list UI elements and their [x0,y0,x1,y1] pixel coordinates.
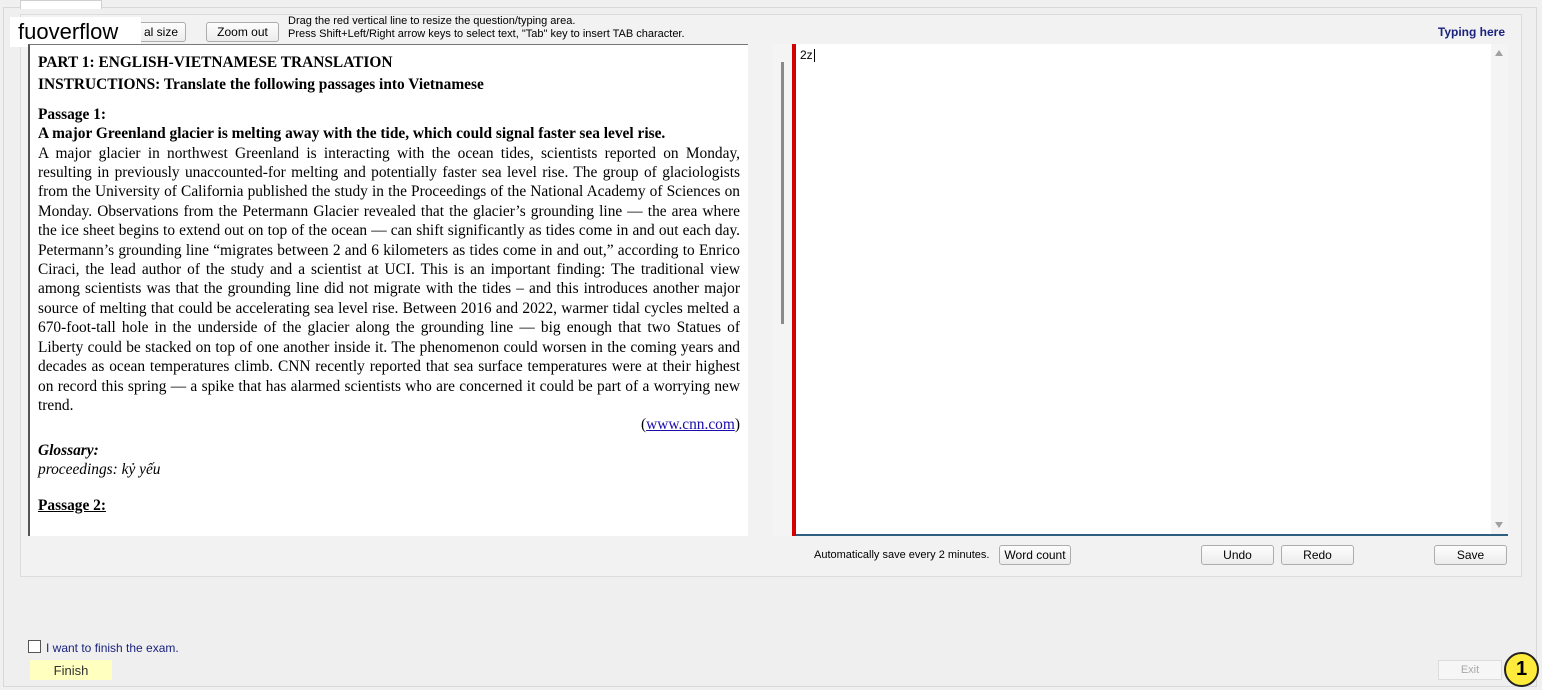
passage1-headline: A major Greenland glacier is melting away with the tide, which could signal faster sea level rise. [38,125,666,143]
glossary-item: proceedings: kỷ yếu [38,461,161,479]
typed-text: 2z [800,48,813,62]
question-content [30,45,748,515]
save-button[interactable]: Save [1434,545,1507,565]
source-link[interactable]: www.cnn.com [646,416,735,434]
typing-here-label: Typing here [1437,25,1505,39]
passage2-label: Passage 2: [38,496,106,514]
keyboard-hint: Press Shift+Left/Right arrow keys to select text, "Tab" key to insert TAB character. [288,28,685,40]
redo-button[interactable]: Redo [1281,545,1354,565]
exit-button[interactable]: Exit [1438,660,1502,680]
undo-button[interactable]: Undo [1201,545,1274,565]
question-scrollbar-thumb[interactable] [781,62,784,324]
question-pane [28,44,748,536]
typing-scrollbar[interactable] [1491,44,1508,534]
typing-area[interactable] [796,44,1508,536]
source-close: ) [734,416,740,434]
passage1-label: Passage 1: [38,105,106,123]
text-caret [814,49,815,62]
top-tab[interactable] [20,0,102,9]
part-title: PART 1: ENGLISH-VIETNAMESE TRANSLATION [38,54,393,71]
finish-checkbox[interactable] [28,640,41,653]
typing-text[interactable] [800,48,815,62]
autosave-notice: Automatically save every 2 minutes. [814,549,990,561]
logo: fuoverflow [10,17,141,47]
resize-hint: Drag the red vertical line to resize the question/typing area. [288,15,576,27]
finish-button[interactable]: Finish [30,660,112,680]
scroll-up-arrow-icon[interactable] [1495,50,1503,56]
zoom-out-button[interactable]: Zoom out [206,22,279,42]
glossary-label: Glossary: [38,441,99,459]
normal-size-button[interactable]: al size [136,22,186,42]
finish-checkbox-label[interactable]: I want to finish the exam. [46,641,179,655]
annotation-badge: 1 [1504,652,1539,687]
source-open: ( [640,416,647,434]
source-citation [38,415,740,434]
question-scrollbar[interactable] [773,44,792,536]
passage1-body: A major glacier in northwest Greenland is interacting with the ocean tides, scientists reported on Monday, resulting in previously unaccounted-for melting and potentially faster sea level rise. The group of glaciologists from the University of California published the study in the Proceedings of the National Academy of Sciences on Monday. Observations from the Petermann Glacier revealed that the glacier’s grounding line — the area where the ice sheet begins to extend out on top of the ocean — can shift significantly as tides come in and out each day. Petermann’s grounding line “migrates between 2 and 6 kilometers as tides come in and out,” according to Enrico Ciraci, the lead author of the study and a scientist at UCI. This is an important finding: The traditional view among scientists was that the grounding line did not migrate with the tides – and this introduces another major source of melting that could be accelerating sea level rise. Between 2016 and 2022, warmer tidal cycles melted a 670-foot-tall hole in the underside of the glacier along the grounding line — big enough that two Statues of Liberty could be stacked on top of one another inside it. The phenomenon could worsen in the coming years and decades as ocean temperatures climb. CNN recently reported that sea surface temperatures were at their highest on record this spring — a spike that has alarmed scientists who are concerned it could be part of a worrying new trend. [38,144,740,414]
scroll-down-arrow-icon[interactable] [1495,522,1503,528]
word-count-button[interactable]: Word count [999,545,1071,565]
instructions: INSTRUCTIONS: Translate the following passages into Vietnamese [38,76,484,94]
